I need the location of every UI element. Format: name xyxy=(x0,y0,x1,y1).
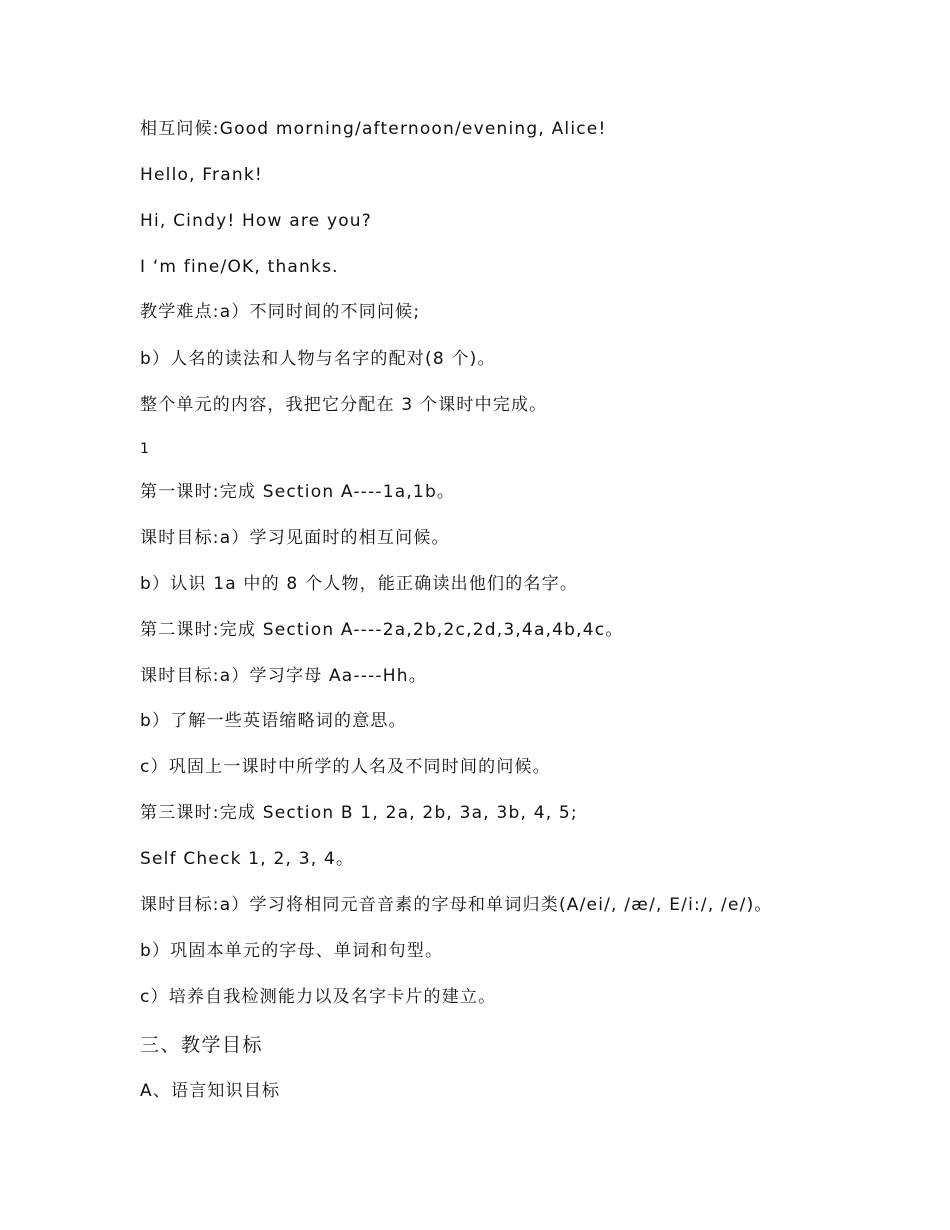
text-line-lesson-2-goal-a: 课时目标:a）学习字母 Aa----Hh。 xyxy=(140,666,427,686)
text-line-lesson-2-goal-b: b）了解一些英语缩略词的意思。 xyxy=(140,711,407,731)
text-line-lesson-3-goal-b: b）巩固本单元的字母、单词和句型。 xyxy=(140,941,444,961)
text-line-self-check: Self Check 1, 2, 3, 4。 xyxy=(140,849,355,869)
text-line-lesson-3-goal-c: c）培养自我检测能力以及名字卡片的建立。 xyxy=(140,987,497,1007)
text-line-unit-allocation: 整个单元的内容，我把它分配在 3 个课时中完成。 xyxy=(140,395,548,415)
text-line-hello-frank: Hello, Frank! xyxy=(140,165,263,185)
text-line-difficulty: 教学难点:a）不同时间的不同问候; xyxy=(140,302,421,322)
page-number: 1 xyxy=(140,441,149,457)
section-heading-teaching-goals: 三、教学目标 xyxy=(140,1034,264,1056)
text-line-names-matching: b）人名的读法和人物与名字的配对(8 个)。 xyxy=(140,349,496,369)
text-line-lesson-2-goal-c: c）巩固上一课时中所学的人名及不同时间的问候。 xyxy=(140,757,551,777)
text-line-im-fine: I ‘m fine/OK, thanks. xyxy=(140,257,339,277)
text-line-lesson-2: 第二课时:完成 Section A----2a,2b,2c,2d,3,4a,4b,4c。 xyxy=(140,620,624,640)
text-line-lesson-3: 第三课时:完成 Section B 1, 2a, 2b, 3a, 3b, 4, 5; xyxy=(140,803,578,823)
text-line-greeting: 相互问候:Good morning/afternoon/evening, Alice! xyxy=(140,119,607,139)
text-line-lesson-3-goal-a: 课时目标:a）学习将相同元音音素的字母和单词归类(A/ei/, /æ/, E/i:/, /e/)。 xyxy=(140,895,773,915)
text-line-lesson-1-goal-b: b）认识 1a 中的 8 个人物，能正确读出他们的名字。 xyxy=(140,574,579,594)
subheading-language-knowledge: A、语言知识目标 xyxy=(140,1081,281,1101)
text-line-lesson-1-goal-a: 课时目标:a）学习见面时的相互问候。 xyxy=(140,528,450,548)
text-line-lesson-1: 第一课时:完成 Section A----1a,1b。 xyxy=(140,482,456,502)
text-line-hi-cindy: Hi, Cindy! How are you? xyxy=(140,211,372,231)
